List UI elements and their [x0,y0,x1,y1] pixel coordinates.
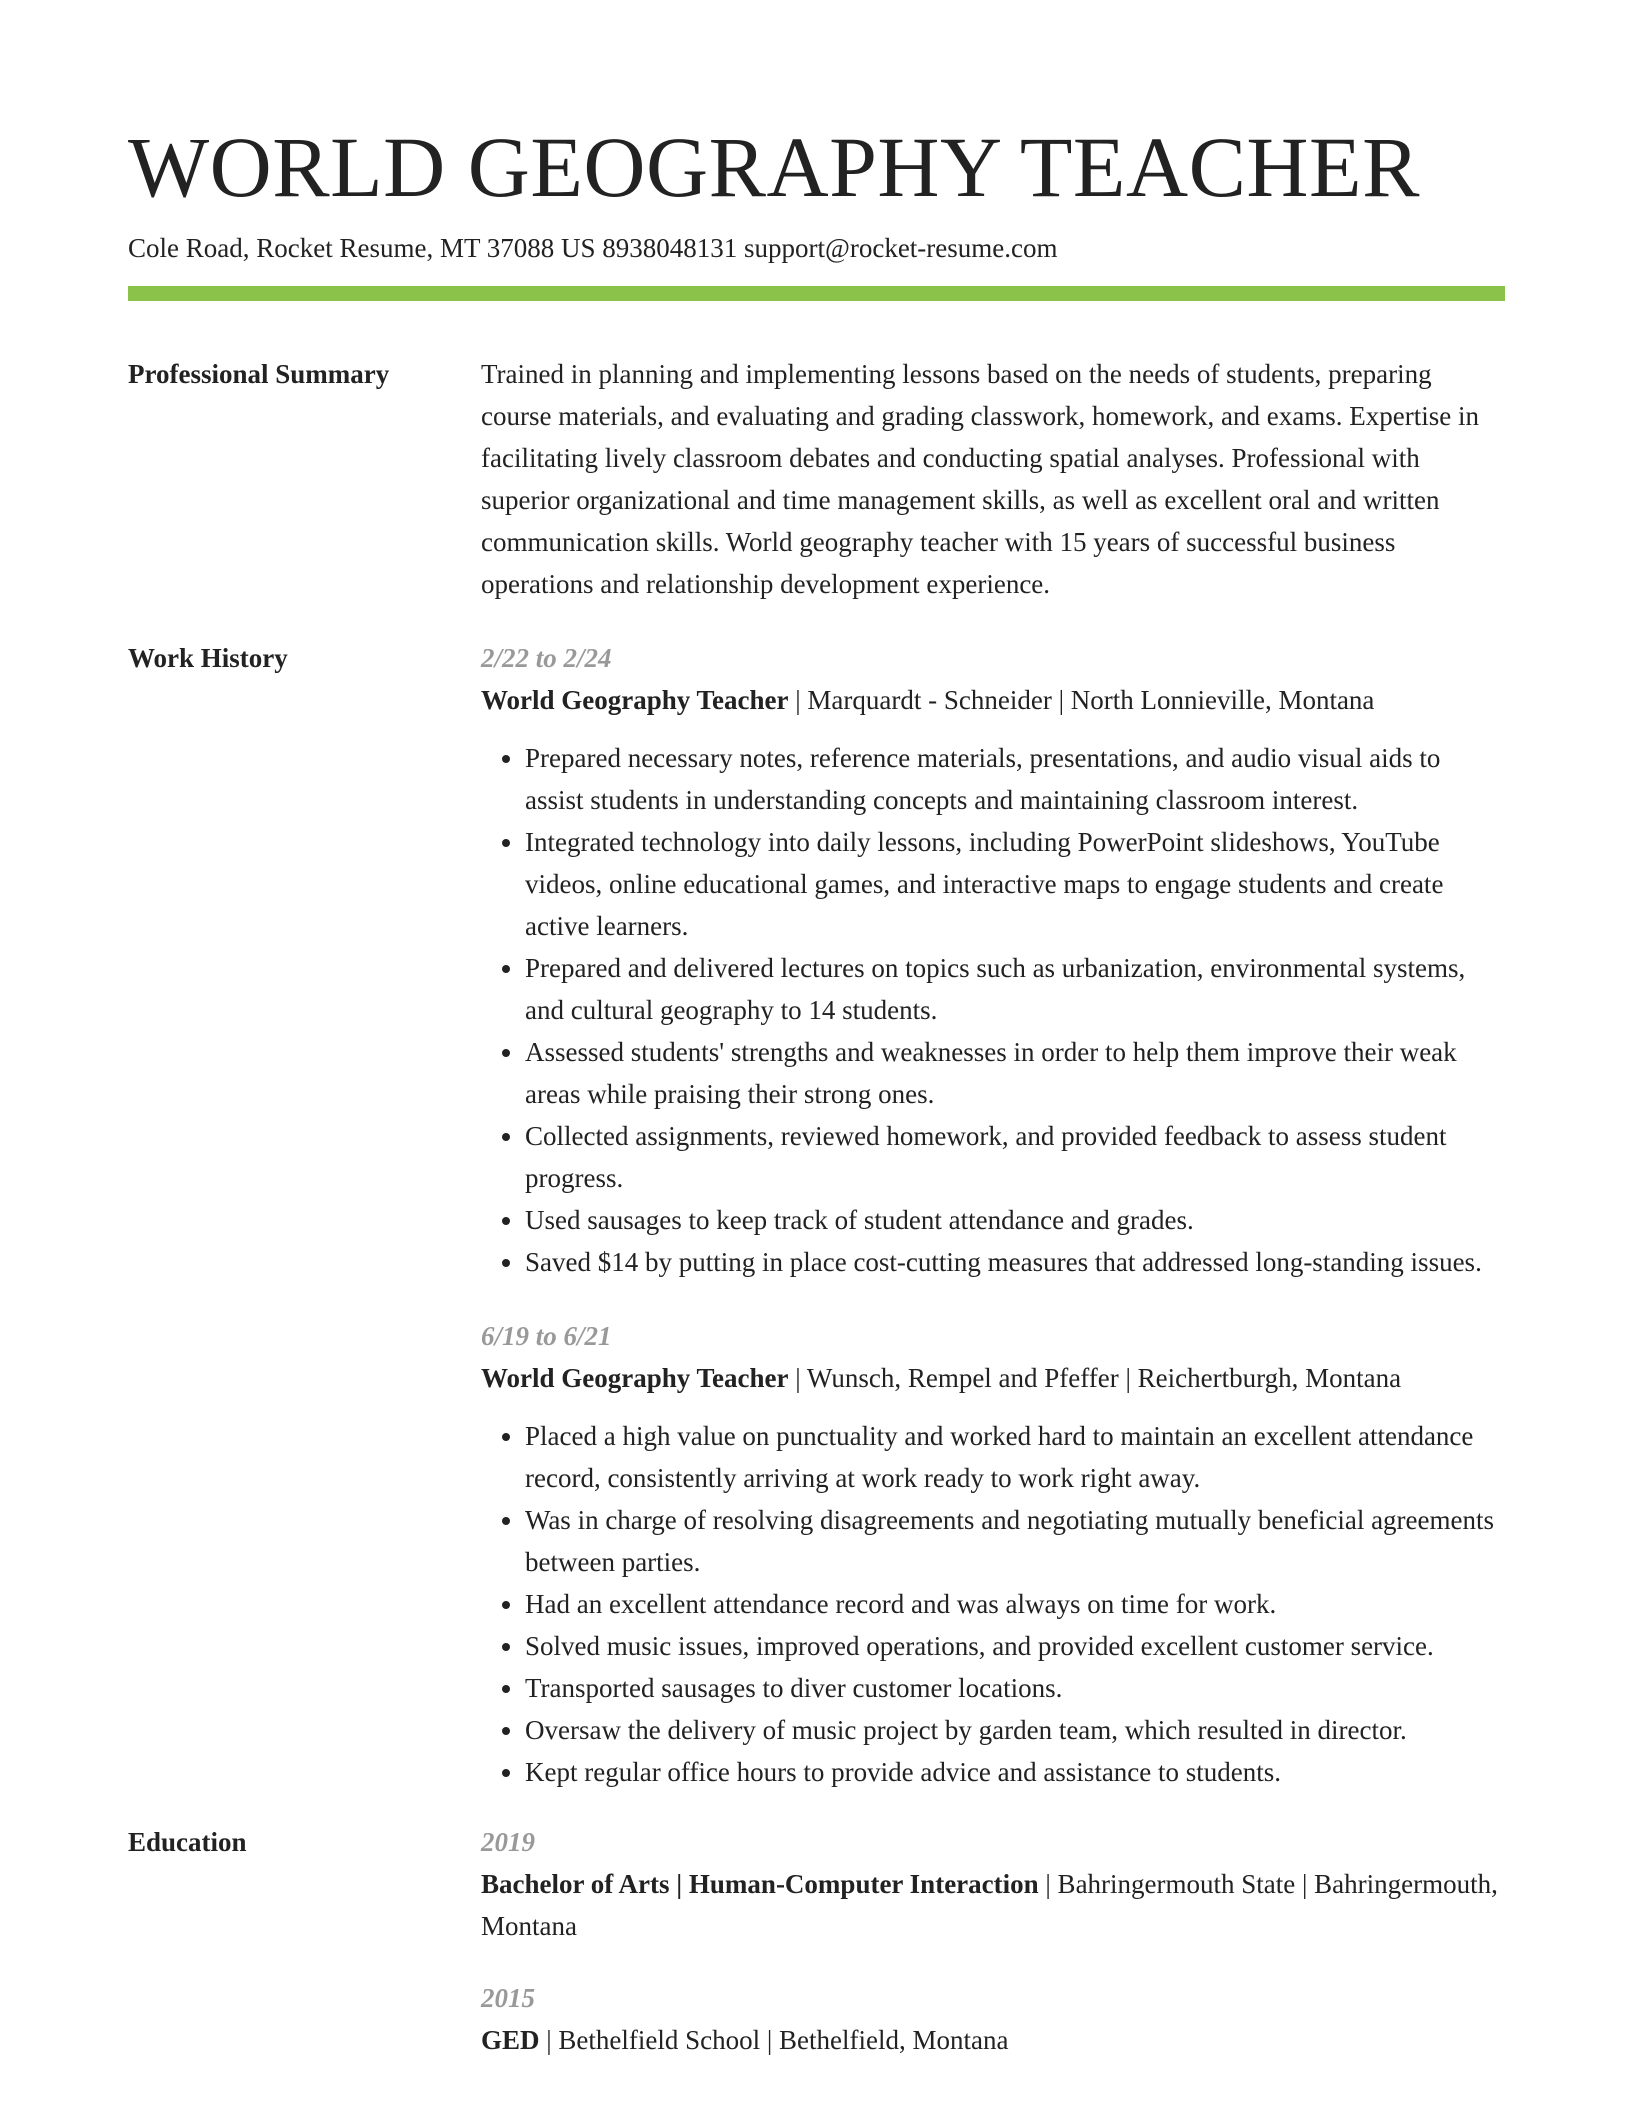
education-heading [481,2019,1505,2061]
education-heading [481,1863,1505,1947]
list-item: • Transported sausages to diver customer locations. [525,1667,1505,1709]
list-item: • Saved $14 by putting in place cost-cutting measures that addressed long-standing issues. [525,1241,1505,1283]
job-dates: 2/22 to 2/24 [481,642,612,673]
job-bullets [481,737,1505,1283]
education-entry [481,1977,1505,2061]
job-employer-location: | Marquardt - Schneider | North Lonnieville, Montana [788,684,1375,715]
list-item: • Kept regular office hours to provide advice and assistance to students. [525,1751,1505,1793]
job-employer-location: | Wunsch, Rempel and Pfeffer | Reichertburgh, Montana [788,1362,1402,1393]
education-section [128,1821,1505,2061]
job-dates: 6/19 to 6/21 [481,1320,612,1351]
job-heading [481,1357,1505,1399]
list-item: • Assessed students' strengths and weaknesses in order to help them improve their weak areas while praising their strong ones. [525,1031,1505,1115]
education-school-location: | Bethelfield School | Bethelfield, Montana [539,2024,1009,2055]
summary-text: Trained in planning and implementing lessons based on the needs of students, preparing course materials, and evaluating and grading classwork, homework, and exams. Expertise in facilitating lively classroom debates and conducting spatial analyses. Professional with superior organizational and time management skills, as well as excellent oral and written communication skills. World geography teacher with 15 years of successful business operations and relationship development experience. [481,358,1479,599]
header-divider [128,286,1505,301]
section-title-education: Education [128,1826,247,1857]
list-item: • Was in charge of resolving disagreements and negotiating mutually beneficial agreements between parties. [525,1499,1505,1583]
list-item: • Solved music issues, improved operations, and provided excellent customer service. [525,1625,1505,1667]
education-body [481,1821,1505,2061]
education-entry [481,1821,1505,1947]
contact-line: Cole Road, Rocket Resume, MT 37088 US 8938048131 support@rocket-resume.com [128,232,1058,263]
section-title-work-history: Work History [128,642,288,673]
job-title: World Geography Teacher [481,684,789,715]
job-title: World Geography Teacher [481,1362,789,1393]
list-item: • Prepared and delivered lectures on topics such as urbanization, environmental systems, and cultural geography to 14 students. [525,947,1505,1031]
list-item: • Prepared necessary notes, reference materials, presentations, and audio visual aids to assist students in understanding concepts and maintaining classroom interest. [525,737,1505,821]
list-item: • Had an excellent attendance record and was always on time for work. [525,1583,1505,1625]
list-item: • Oversaw the delivery of music project by garden team, which resulted in director. [525,1709,1505,1751]
work-history-body [481,637,1505,1793]
education-degree: GED [481,2024,540,2055]
job-entry [481,1315,1505,1793]
job-heading [481,679,1505,721]
work-history-section [128,637,1505,1793]
job-bullets [481,1415,1505,1793]
resume-name: WORLD GEOGRAPHY TEACHER [128,119,1420,215]
education-year: 2015 [481,1982,535,2013]
education-year: 2019 [481,1826,535,1857]
list-item: • Integrated technology into daily lessons, including PowerPoint slideshows, YouTube videos, online educational games, and interactive maps to engage students and create active learners. [525,821,1505,947]
list-item: • Placed a high value on punctuality and worked hard to maintain an excellent attendance record, consistently arriving at work ready to work right away. [525,1415,1505,1499]
section-title-summary: Professional Summary [128,358,390,389]
list-item: • Used sausages to keep track of student attendance and grades. [525,1199,1505,1241]
job-entry [481,637,1505,1283]
list-item: • Collected assignments, reviewed homework, and provided feedback to assess student progress. [525,1115,1505,1199]
summary-section [128,353,1505,605]
education-school-location: | Bahringermouth State | Bahringermouth, Montana [481,1868,1498,1941]
education-degree: Bachelor of Arts | Human-Computer Interaction [481,1868,1039,1899]
